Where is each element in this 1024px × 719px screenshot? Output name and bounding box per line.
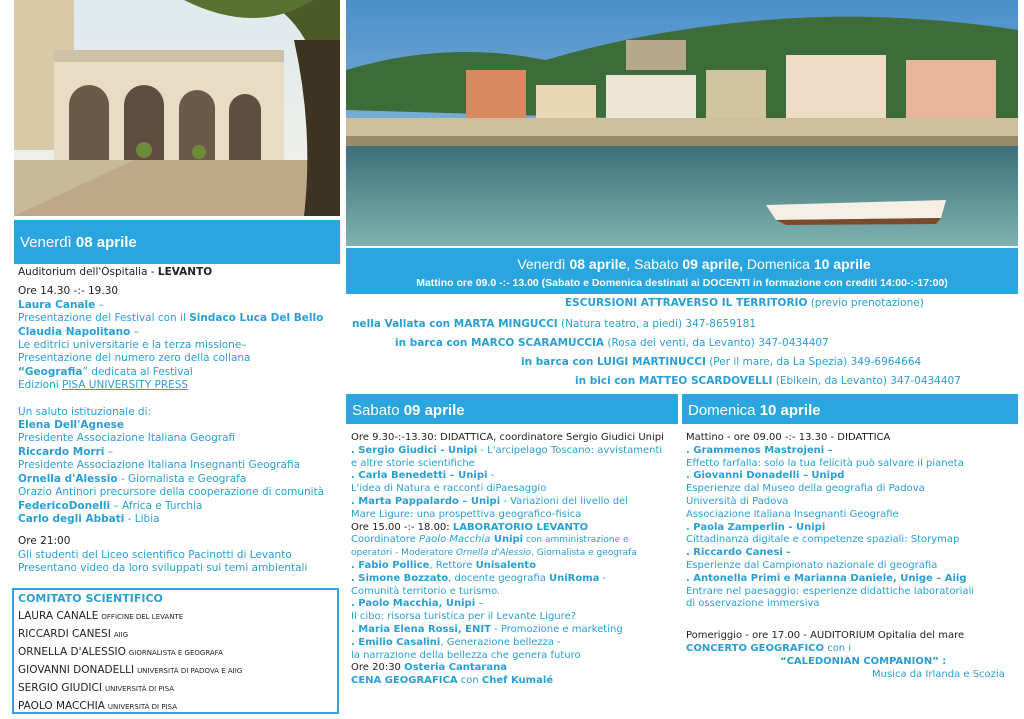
affil-line: Università di Padova: [686, 495, 789, 507]
moderator-label: operatori - Moderatore: [351, 548, 456, 559]
excursion-2: [395, 337, 829, 350]
exc2-guide: in barca con MARCO SCARAMUCCIA: [395, 337, 605, 349]
venerdi-header: [14, 220, 340, 264]
osteria-name: Osteria Cantarana: [404, 662, 507, 674]
dash: -: [487, 470, 495, 482]
sindaco-name: Sindaco Luca Del Bello: [189, 312, 324, 325]
domenica-morning-time: Mattino - ore 09.00 -:- 13.30 - DIDATTICA: [686, 432, 891, 443]
exc2-info: (Rosa dei venti, da Levanto) 347-0434407: [604, 337, 829, 349]
member-affiliation: UNIVERSITÀ DI PISA: [107, 703, 177, 712]
claudia-desc-1: Le editrici universitarie e la terza missione–: [18, 339, 247, 352]
exc1-info: (Natura teatro, a piedi) 347-8659181: [557, 318, 757, 330]
talk-title: Effetto farfalla: solo la tua felicità può salvare il pianeta: [686, 457, 964, 469]
talk-title: Entrare nel paesaggio: esperienze didattiche laboratoriali: [686, 585, 975, 597]
band-name: “CALEDONIAN COMPANION” :: [780, 655, 947, 667]
sabato-date: 09 aprile: [403, 402, 465, 419]
venerdi-date-top: 08 aprile: [569, 256, 627, 272]
edizioni-label: Edizioni: [18, 379, 62, 392]
comitato-box: [12, 588, 339, 714]
talk-title-cont: di osservazione immersiva: [686, 598, 820, 610]
time-afternoon: Ore 14.30 -:- 19.30: [18, 285, 119, 298]
venerdi-label: Venerdì: [517, 256, 570, 272]
affil: – Unipi: [446, 470, 488, 482]
ornella-role: - Giornalista e Geografa: [117, 472, 247, 485]
escursioni-note: (previo prenotazione): [807, 297, 924, 309]
coord-note: con amministrazione e: [523, 535, 629, 546]
role: , Rettore: [429, 559, 476, 571]
member-affiliation: GIORNALISTA E GEOGRAFA: [128, 649, 223, 658]
sabato-afternoon-time: Ore 15.00 -:- 18.00:: [351, 521, 453, 533]
exc3-guide: in barca con LUIGI MARTINUCCI: [521, 356, 706, 368]
comitato-member: [18, 662, 333, 680]
talk-title: - Variazioni del livello del: [500, 495, 628, 507]
talk-title-cont: Mare Ligure: una prospettiva geografico-fisica: [351, 508, 582, 520]
coord-name: Paolo Macchia: [419, 534, 491, 546]
speaker-benedetti: . Carla Benedetti: [351, 470, 447, 482]
excursion-4: [575, 375, 961, 388]
member-affiliation: AIIG: [113, 631, 129, 640]
evening-line-1: Gli studenti del Liceo scientifico Pacinotti di Levanto: [18, 548, 292, 561]
talk-title-cont: la narrazione della bellezza che genera futuro: [351, 649, 581, 661]
moderator-role: , Giornalista e geografa: [531, 548, 637, 559]
domenica-day: Domenica: [688, 402, 756, 419]
speaker-pollice: . Fabio Pollice: [351, 559, 430, 571]
time-evening: Ore 21:00: [18, 535, 71, 548]
exc4-guide: in bici con MATTEO SCARDOVELLI: [575, 375, 773, 387]
sabato-label: , Sabato: [626, 256, 683, 272]
domenica-header: [682, 394, 1018, 424]
sabato-header: [346, 394, 678, 424]
talk-title: L'idea di Natura e racconti diPaesaggio: [351, 483, 547, 495]
moderator-name: Ornella d'Alessio: [455, 548, 532, 559]
sabato-day: Sabato: [352, 402, 400, 419]
music-genre: Musica da Irlanda e Scozia: [872, 668, 1005, 680]
speaker-zamperlin: . Paola Zamperlin - Unipi: [686, 521, 826, 533]
speaker-mastrojeni: . Grammenos Mastrojeni –: [686, 444, 833, 456]
cena-title: CENA GEOGRAFICA: [351, 675, 458, 687]
speaker-giudici: . Sergio Giudici: [351, 444, 437, 456]
speaker-federico: FedericoDonelli: [18, 499, 111, 512]
saluto-label: Un saluto istituzionale di:: [18, 405, 152, 418]
weekend-dates: [346, 254, 1018, 274]
comitato-member: [18, 626, 333, 644]
speaker-riccardo: Riccardo Morri: [18, 445, 105, 458]
photo-arcade: [14, 0, 340, 216]
laura-desc: Presentazione del Festival con il: [18, 312, 190, 325]
talk-title: Esperienze dal Campionato nazionale di geografia: [686, 559, 938, 571]
member-affiliation: UNIVERSITÀ DI PADOVA E AIIG: [137, 667, 243, 676]
photo-harbour: [346, 0, 1018, 246]
evening-line-2: Presentano video da loro sviluppati sui temi ambientali: [18, 562, 308, 575]
venerdi-day: Venerdì: [20, 234, 72, 251]
talk-title: Esperienze dal Museo della geografia di Padova: [686, 483, 925, 495]
affil: , ENIT: [457, 623, 491, 635]
member-name: LAURA CANALE: [18, 610, 99, 623]
domenica-label: Domenica: [743, 256, 814, 272]
comitato-member: [18, 644, 333, 662]
exc4-info: (Ebikein, da Levanto) 347-0434407: [772, 375, 961, 387]
comitato-list: [18, 608, 333, 716]
collana-title: “Geografia: [18, 365, 83, 378]
member-affiliation: OFFICINE DEL LEVANTE: [101, 613, 184, 622]
carlo-role: - Libia: [124, 512, 160, 525]
affil: - Unipi: [436, 444, 478, 456]
affil-line: Associazione Italiana Insegnanti Geografie: [686, 508, 899, 520]
escursioni-title: [565, 297, 924, 310]
member-name: RICCARDI CANESI: [18, 628, 111, 641]
cena-con: con: [457, 675, 482, 687]
laboratorio-title: LABORATORIO LEVANTO: [452, 521, 589, 533]
comitato-member: [18, 680, 333, 698]
member-name: PAOLO MACCHIA: [18, 700, 105, 713]
sabato-date-top: 09 aprile,: [682, 256, 744, 272]
speaker-laura-canale: Laura Canale: [18, 298, 96, 311]
comitato-member: [18, 608, 333, 626]
concerto-title: CONCERTO GEOGRAFICO: [686, 642, 825, 654]
weekend-info: [346, 254, 1018, 292]
talk-title: - L'arcipelago Toscano: avvistamenti: [477, 444, 663, 456]
excursion-3: [521, 356, 921, 369]
member-name: ORNELLA D'ALESSIO: [18, 646, 126, 659]
talk-title: , Generazione bellezza -: [440, 636, 561, 648]
speaker-claudia-napolitano: Claudia Napolitano: [18, 325, 131, 338]
dash: –: [104, 445, 113, 458]
dash: –: [130, 325, 139, 338]
comitato-title: COMITATO SCIENTIFICO: [18, 592, 163, 605]
speaker-rossi: . Maria Elena Rossi: [351, 623, 458, 635]
affil: Unipi: [490, 534, 524, 546]
concerto-con: con i: [824, 642, 852, 654]
venue-place: LEVANTO: [157, 266, 213, 278]
coord-label: Coordinatore: [351, 534, 420, 546]
dash: –: [95, 298, 104, 311]
affil: Unisalento: [475, 559, 536, 571]
speaker-primi-daniele: . Antonella Primi e Marianna Daniele, Unige – Aiig: [686, 572, 967, 584]
pisa-press-link[interactable]: PISA UNIVERSITY PRESS: [61, 379, 189, 392]
federico-role: – Africa e Turchia: [110, 499, 203, 512]
speaker-canesi: . Riccardo Canesi -: [686, 547, 791, 559]
dash: -: [599, 572, 607, 584]
member-affiliation: UNIVERSITÀ DI PISA: [104, 685, 175, 694]
talk-title: - Promozione e marketing: [490, 623, 623, 635]
affil: , Unipi: [438, 598, 476, 610]
role: , docente geografia: [448, 572, 549, 584]
talk-title-cont: e altre storie scientifiche: [351, 457, 475, 469]
venerdi-date: 08 aprile: [75, 234, 137, 251]
orazio-line: Orazio Antinori precursore della cooperazione di comunità: [18, 486, 325, 499]
claudia-desc-2: Presentazione del numero zero della collana: [18, 352, 251, 365]
member-name: SERGIO GIUDICI: [18, 682, 102, 695]
speaker-macchia: . Paolo Macchia: [351, 598, 439, 610]
sabato-morning-time: Ore 9.30-:-13.30: DIDATTICA, coordinatore Sergio Giudici Unipi: [351, 432, 664, 443]
speaker-casalini: . Emilio Casalini: [351, 636, 441, 648]
affil: UniRoma: [549, 572, 600, 584]
riccardo-role: Presidente Associazione Italiana Insegnanti Geografia: [18, 459, 301, 472]
comitato-member: [18, 698, 333, 716]
speaker-bozzato: . Simone Bozzato: [351, 572, 449, 584]
chef-name: Chef Kumalé: [481, 675, 554, 687]
exc3-info: (Per il mare, da La Spezia) 349-6964664: [705, 356, 922, 368]
elena-role: Presidente Associazione Italiana Geografi: [18, 432, 236, 445]
dash: –: [475, 598, 484, 610]
mattino-line: Mattino ore 09.0 -:- 13.00 (Sabato e Domenica destinati ai DOCENTI in formazione con crediti 14:00-:-17:00): [416, 277, 948, 289]
speaker-donadelli: . Giovanni Donadelli – Unipd: [686, 470, 845, 482]
escursioni-label: ESCURSIONI ATTRAVERSO IL TERRITORIO: [565, 297, 808, 309]
talk-title: Il cibo: risorsa turistica per il Levante Ligure?: [351, 611, 576, 623]
domenica-program: [686, 432, 1018, 681]
sabato-program: [351, 432, 679, 688]
venerdi-program: [18, 266, 340, 576]
member-name: GIOVANNI DONADELLI: [18, 664, 135, 677]
excursion-1: [352, 318, 756, 331]
talk-title: Cittadinanza digitale e competenze spaziali: Storymap: [686, 534, 960, 546]
speaker-carlo: Carlo degli Abbati: [18, 512, 125, 525]
domenica-date: 10 aprile: [759, 402, 821, 419]
sabato-evening-time: Ore 20:30: [351, 662, 405, 674]
speaker-pappalardo: . Marta Pappalardo – Unipi: [351, 495, 501, 507]
speaker-ornella: Ornella d'Alessio: [18, 472, 118, 485]
venue-text: Auditorium dell'Ospitalia -: [18, 266, 158, 278]
talk-title: Comunità territorio e turismo.: [351, 585, 501, 597]
domenica-afternoon-time: Pomeriggio - ore 17.00 - AUDITORIUM Opitalia del mare: [686, 630, 965, 642]
speaker-elena: Elena Dell'Agnese: [18, 419, 124, 432]
exc1-guide: nella Vallata con MARTA MINGUCCI: [352, 318, 558, 330]
collana-desc: ” dedicata al Festival: [82, 365, 193, 378]
domenica-date-top: 10 aprile: [813, 256, 871, 272]
venue: [18, 266, 340, 279]
